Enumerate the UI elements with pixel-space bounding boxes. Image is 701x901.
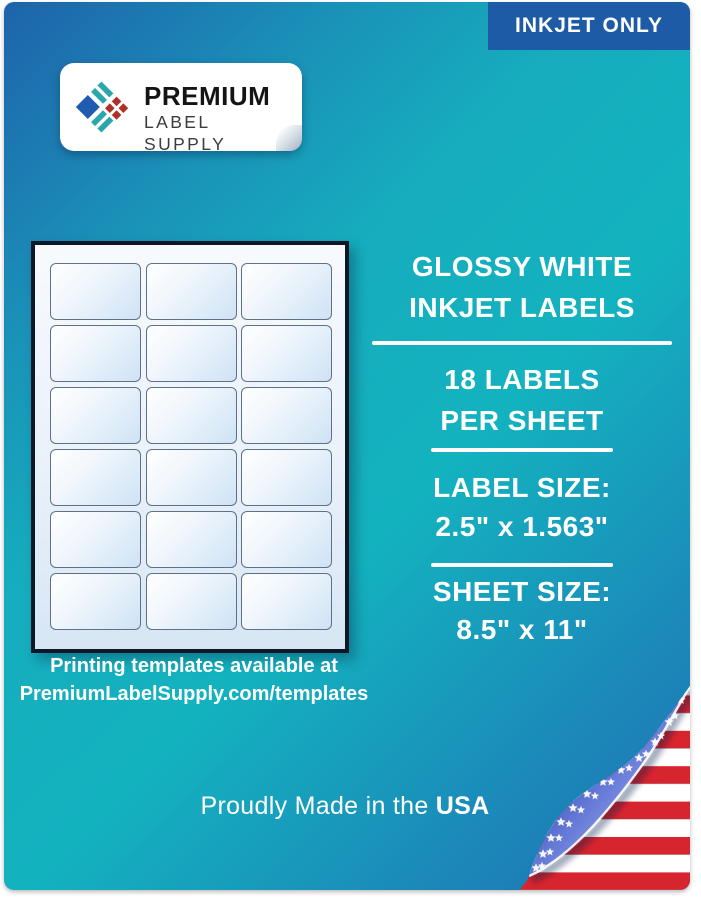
- label-cell: [50, 387, 141, 444]
- labels-per-sheet-line2: PER SHEET: [440, 405, 604, 436]
- label-cell: [146, 325, 237, 382]
- divider: [431, 448, 613, 452]
- label-cell: [146, 449, 237, 506]
- label-cell: [241, 325, 332, 382]
- brand-name-top: PREMIUM: [144, 81, 271, 111]
- label-cell: [146, 263, 237, 320]
- label-cell: [241, 263, 332, 320]
- templates-note-line2: PremiumLabelSupply.com/templates: [19, 683, 369, 705]
- divider: [431, 563, 613, 567]
- labels-per-sheet-line1: 18 LABELS: [444, 364, 600, 395]
- label-cell: [241, 387, 332, 444]
- brand-name-bottom: LABEL SUPPLY: [144, 112, 227, 154]
- label-cell: [241, 573, 332, 630]
- label-cell: [50, 449, 141, 506]
- divider: [372, 341, 672, 345]
- label-cell: [146, 387, 237, 444]
- label-size-heading: LABEL SIZE:: [433, 472, 611, 503]
- label-cell: [241, 511, 332, 568]
- label-cell: [50, 511, 141, 568]
- product-title-line2: INKJET LABELS: [409, 292, 635, 323]
- made-in-bold: USA: [435, 791, 490, 820]
- label-cell: [50, 325, 141, 382]
- product-card: [4, 2, 690, 890]
- label-cell: [146, 573, 237, 630]
- made-in-prefix: Proudly Made in the: [200, 791, 436, 820]
- made-in-usa-text: [100, 788, 590, 824]
- us-flag-curl-icon: [521, 660, 690, 890]
- templates-note-line1: Printing templates available at: [50, 655, 338, 677]
- label-size-value: 2.5" x 1.563": [435, 511, 609, 542]
- label-cell: [50, 573, 141, 630]
- label-cell: [146, 511, 237, 568]
- sheet-size-value: 8.5" x 11": [456, 614, 588, 645]
- brand-logo-icon: [68, 72, 138, 142]
- sheet-size-heading: SHEET SIZE:: [432, 576, 612, 607]
- spec-column: [367, 2, 677, 702]
- label-cell: [241, 449, 332, 506]
- templates-note: [10, 652, 378, 708]
- label-cell: [50, 263, 141, 320]
- label-sheet-preview: [31, 241, 349, 653]
- inkjet-only-label: INKJET ONLY: [515, 14, 663, 37]
- brand-logo-card: [60, 63, 302, 154]
- product-title-line1: GLOSSY WHITE: [411, 251, 633, 282]
- brand-logo-text: [144, 81, 296, 155]
